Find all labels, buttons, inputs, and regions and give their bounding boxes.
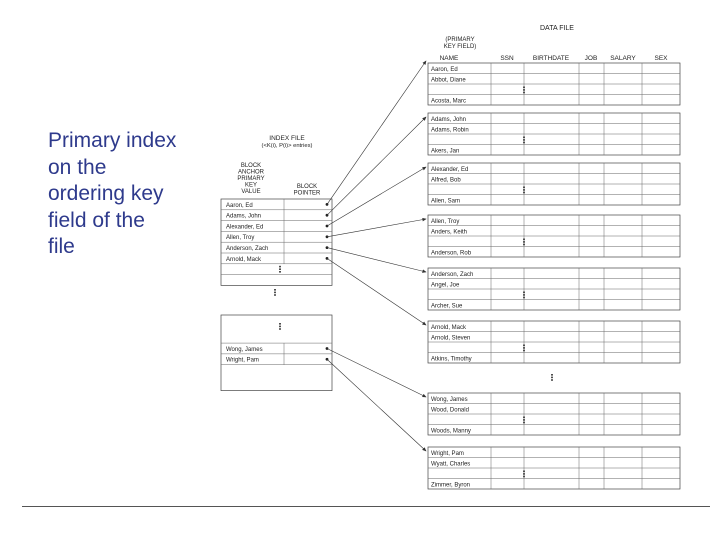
data-record-name: Allen, Troy (431, 218, 460, 225)
ellipsis-vertical (551, 374, 553, 381)
column-header: SSN (500, 55, 514, 62)
data-record-name: Arnold, Steven (431, 335, 471, 342)
data-record-name: Adams, Robin (431, 127, 469, 134)
data-record-name: Abbot, Diane (431, 77, 466, 84)
data-record-name: Alexander, Ed (431, 166, 469, 173)
pointer-column-label: BLOCK (296, 184, 318, 190)
index-file (221, 135, 332, 391)
data-file-title: DATA FILE (540, 25, 574, 32)
index-entry-key: Wong, James (226, 346, 263, 353)
block-pointer-arrow (327, 61, 426, 204)
index-block (221, 315, 332, 391)
data-block (428, 268, 680, 310)
slide-title-line: field of the (48, 208, 145, 232)
data-record-name: Adams, John (431, 116, 467, 123)
data-file (428, 25, 680, 489)
data-record-name: Zimmer, Byron (431, 482, 471, 489)
ellipsis-vertical (523, 187, 525, 194)
footer-divider (22, 506, 710, 507)
anchor-column-label: VALUE (241, 189, 261, 195)
ellipsis-vertical (279, 323, 281, 330)
data-block (428, 113, 680, 155)
column-header: SALARY (610, 55, 636, 62)
ellipsis-vertical (523, 292, 525, 299)
ellipsis-vertical (523, 137, 525, 144)
slide-title-line: on the (48, 155, 107, 179)
ellipsis-vertical (523, 87, 525, 94)
column-header: JOB (584, 55, 598, 62)
anchor-column-label: ANCHOR (237, 169, 265, 176)
data-block (428, 63, 680, 105)
slide-title-line: file (48, 235, 75, 258)
pointer-column-label: POINTER (293, 190, 321, 197)
block-pointer-arrow (327, 167, 426, 226)
data-record-name: Archer, Sue (431, 303, 463, 310)
data-record-name: Wyatt, Charles (431, 461, 471, 468)
ellipsis-vertical (523, 345, 525, 352)
data-record-name: Aaron, Ed (431, 66, 458, 73)
index-entry-key: Anderson, Zach (226, 246, 269, 252)
data-record-name: Alfred, Bob (431, 177, 461, 184)
block-pointer-arrow (327, 117, 426, 215)
column-header: NAME (439, 55, 459, 62)
anchor-column-label: BLOCK (240, 163, 262, 169)
data-record-name: Anders, Keith (431, 229, 468, 236)
anchor-column-label: KEY (244, 182, 258, 189)
anchor-column-label: PRIMARY (237, 176, 265, 182)
ellipsis-vertical (523, 417, 525, 424)
data-block (428, 393, 680, 435)
ellipsis-vertical (274, 289, 276, 296)
data-record-name: Wood, Donald (431, 407, 469, 414)
data-record-name: Akers, Jan (431, 148, 460, 155)
index-entry-key: Arnold, Mack (226, 256, 262, 263)
index-file-subtitle: (<K(i), P(i)> entries) (261, 143, 313, 149)
ellipsis-vertical (279, 266, 281, 273)
index-block (221, 199, 332, 285)
block-pointer-arrow (327, 219, 426, 237)
data-record-name: Atkins, Timothy (431, 356, 472, 363)
ellipsis-vertical (523, 239, 525, 246)
index-entry-key: Alexander, Ed (226, 224, 264, 231)
data-block (428, 321, 680, 363)
ellipsis-vertical (523, 471, 525, 478)
index-entry-key: Wright, Pam (226, 357, 259, 364)
data-record-name: Anderson, Zach (431, 271, 474, 278)
column-header: SEX (654, 55, 668, 62)
key-field-label: KEY FIELD) (443, 44, 477, 50)
data-record-name: Acosta, Marc (431, 98, 467, 105)
data-record-name: Wright, Pam (431, 450, 464, 457)
index-entry-key: Adams, John (226, 213, 262, 220)
data-record-name: Angel, Joe (431, 282, 460, 289)
data-block (428, 447, 680, 489)
data-record-name: Arnold, Mack (431, 324, 467, 331)
data-record-name: Allen, Sam (431, 198, 461, 205)
index-entry-key: Aaron, Ed (226, 202, 253, 209)
column-header: BIRTHDATE (532, 55, 570, 62)
block-pointer-arrows (327, 61, 426, 451)
slide-title-line: Primary index (48, 129, 177, 152)
data-block (428, 215, 680, 257)
key-field-label: (PRIMARY (445, 37, 475, 43)
index-file-title: INDEX FILE (269, 135, 305, 142)
slide-title-line: ordering key (48, 182, 164, 205)
data-record-name: Wong, James (431, 396, 468, 403)
data-record-name: Woods, Manny (431, 428, 471, 435)
data-block (428, 163, 680, 205)
data-record-name: Anderson, Rob (431, 250, 472, 257)
index-entry-key: Allen, Troy (226, 235, 255, 242)
